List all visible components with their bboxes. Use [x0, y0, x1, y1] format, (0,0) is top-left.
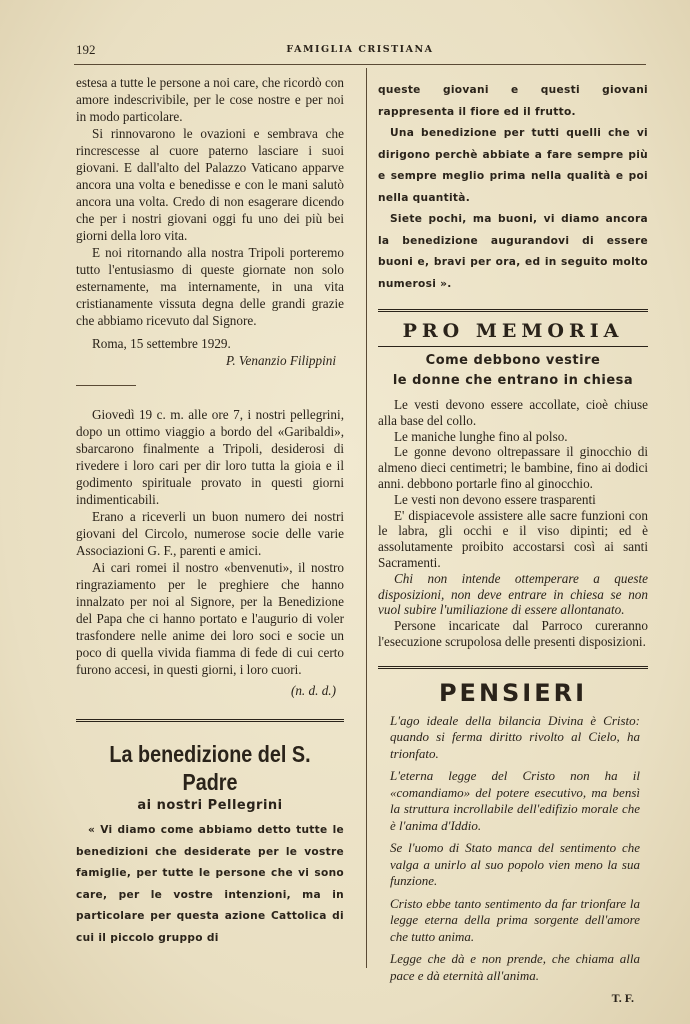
column-divider	[366, 68, 367, 968]
letter-signature: P. Venanzio Filippini	[225, 353, 336, 368]
letter-text	[76, 74, 344, 369]
news-paragraph: Erano a riceverli un buon numero dei nostri giovani del Circolo, numerose socie delle varie Associazioni G. F., parenti e amici.	[76, 509, 344, 558]
pensieri-title: PENSIERI	[438, 678, 588, 707]
thought: Legge che dà e non prende, che chiama alla pace e dà eternità all'anima.	[390, 951, 640, 983]
blessing-paragraph: queste giovani e questi giovani rappresenta il fiore ed il frutto.	[378, 84, 648, 118]
letter-paragraph: Si rinnovarono le ovazioni e sembrava che rincrescesse al cuore paterno lasciare i suoi giovani. E dall'alto del Palazzo Vaticano apparve ancora una volta e benedisse e con le mani salutò ancora una volta. Credo di non esagerare dicendo che per i nostri giovani oggi fu uno dei più bei giorni della loro vita.	[76, 126, 344, 243]
memo-subtitle: Come debbono vestire	[425, 353, 601, 368]
running-head: FAMIGLIA CRISTIANA	[286, 44, 434, 55]
section-rule	[76, 385, 136, 386]
thought: L'eterna legge del Cristo non ha il «comandiamo» del potere esecutivo, ma bensì la struttura incrollabile dell'edifizio morale che è l'anima d'Iddio.	[390, 768, 640, 833]
thought: L'ago ideale della bilancia Divina è Cristo: quando si ferma diritto rivolto al Cielo, ha trionfato.	[390, 712, 640, 761]
letter-date: Roma, 15 settembre 1929.	[92, 336, 231, 351]
thought: Cristo ebbe tanto sentimento da far trionfare la legge eterna della prima sorgente dell'amore che tutto anima.	[390, 895, 640, 944]
blessing-paragraph: Una benedizione per tutti quelli che vi dirigono perchè abbiate a fare sempre più e sempre meglio prima nella qualità e poi nella quantità.	[378, 127, 648, 204]
author-initials: T. F.	[611, 991, 634, 1006]
memo-subtitle: le donne che entrano in chiesa	[392, 373, 634, 388]
memo-text	[378, 397, 648, 650]
page-header	[76, 42, 644, 58]
memo-paragraph: Le vesti devono essere accollate, cioè chiuse alla base del collo.	[378, 397, 648, 428]
section-rule	[378, 666, 648, 669]
news-paragraph: Ai cari romei il nostro «benvenuti», il nostro ringraziamento per le preghiere che hanno innalzato per noi al Signore, per la Benedizione del Papa che ci hanno portato e l'augurio di voler trasfondere nelle anime dei loro soci e socie un poco di quella vivida fiamma di fede di cui certo furono accesi, in questi giorni, i loro cuori.	[76, 560, 344, 677]
blessing-title: La benedizione del S. Padre	[109, 741, 311, 795]
memo-paragraph: E' dispiacevole assistere alle sacre funzioni con le labra, gli occhi e il viso dipinti; ed è assolutamente proibito accostarsi così ai santi Sacramenti.	[378, 507, 648, 570]
blessing-continuation	[378, 80, 648, 295]
header-rule	[74, 64, 646, 65]
editor-note: (n. d. d.)	[290, 683, 336, 698]
memo-paragraph: Le gonne devono oltrepassare il ginocchio di almeno dieci centimetri; le bambine, fino ai dodici anni. debbono portarle fino al ginocchio.	[378, 444, 648, 491]
pensieri-text	[378, 713, 648, 1007]
blessing-paragraph: « Vi diamo come abbiamo detto tutte le benedizioni che desiderate per le vostre famiglie, per tutte le persone che vi sono care, per le vostre intenzioni, ma in particolare per questa azione Cattolica di cui il piccolo gruppo di	[76, 824, 344, 944]
right-column	[378, 80, 648, 1013]
memo-title: PRO MEMORIA	[402, 320, 624, 342]
letter-paragraph: estesa a tutte le persone a noi care, che ricordò con amore indescrivibile, per le cose nostre e per noi in modo particolare.	[76, 75, 344, 124]
news-text	[76, 406, 344, 699]
page-number: 192	[76, 42, 96, 57]
section-rule	[378, 309, 648, 312]
memo-warning: Chi non intende ottemperare a queste disposizioni, non deve entrare in chiesa se non vuol subire l'umiliazione di essere allontanato.	[378, 570, 648, 618]
news-paragraph: Giovedì 19 c. m. alle ore 7, i nostri pellegrini, dopo un ottimo viaggio a bordo del «Garibaldi», sbarcarono finalmente a Tripoli, desiderosi di rivedere i loro cari per dir loro tutta la gioia e il godimento spirituale provato in questi giorni indimenticabili.	[76, 407, 344, 507]
blessing-text	[76, 820, 344, 949]
memo-paragraph: Persone incaricate dal Parroco cureranno l'esecuzione scrupolosa delle presenti disposizioni.	[378, 618, 648, 649]
letter-paragraph: E noi ritornando alla nostra Tripoli porteremo tutto l'entusiasmo di queste giornate non solo esternamente, ma internamente, in una vita cristianamente vissuta degna delle grandi grazie che abbiamo ricevuto dal Signore.	[76, 245, 344, 328]
section-rule	[76, 719, 344, 722]
thought: Se l'uomo di Stato manca del sentimento che valga a unirlo al suo popolo vien meno la sua funzione.	[390, 840, 640, 889]
left-column	[76, 74, 344, 949]
memo-paragraph: Le maniche lunghe fino al polso.	[394, 428, 568, 444]
blessing-paragraph: Siete pochi, ma buoni, vi diamo ancora la benedizione augurandovi di essere buoni e, bravi per ora, ed in seguito molto numerosi ».	[378, 213, 648, 290]
section-rule	[378, 346, 648, 347]
memo-paragraph: Le vesti non devono essere trasparenti	[394, 491, 596, 507]
blessing-subtitle: ai nostri Pellegrini	[137, 798, 283, 813]
